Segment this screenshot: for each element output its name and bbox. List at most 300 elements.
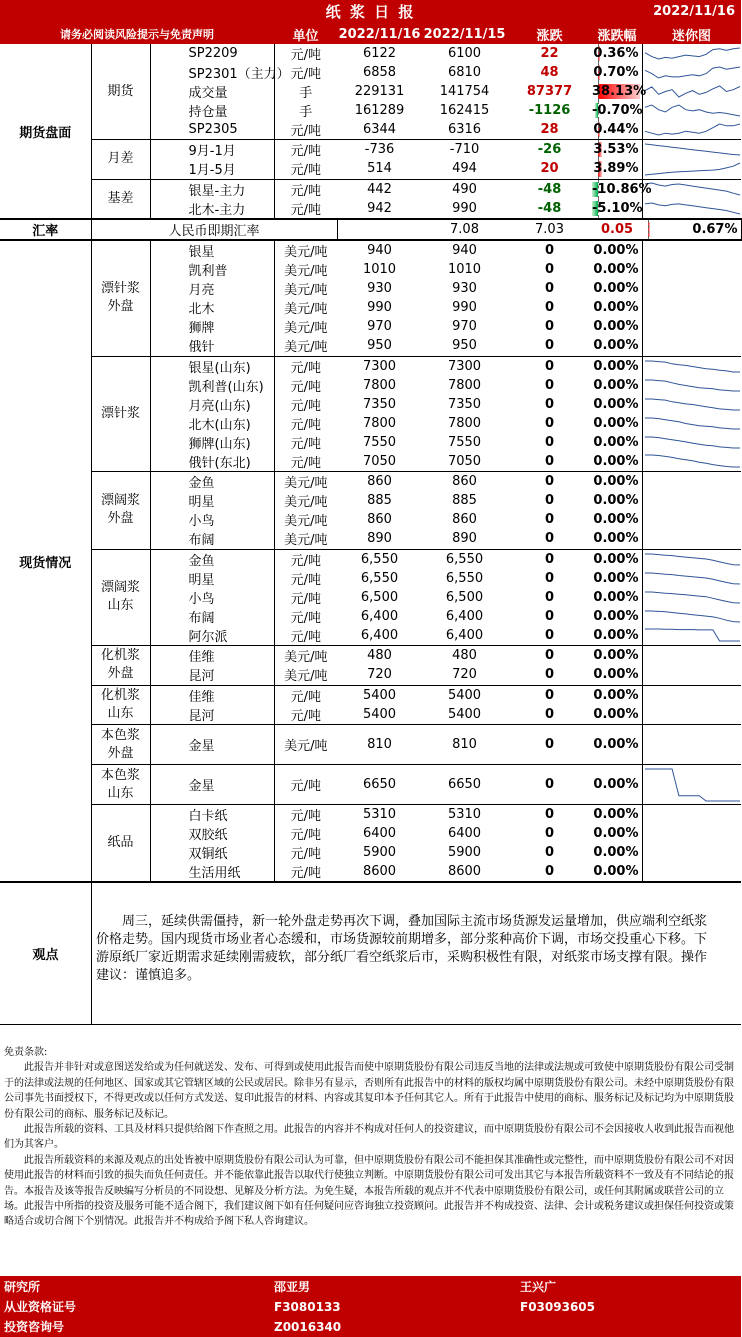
footer [0,1276,741,1337]
change-value: 0 [507,862,592,882]
table-row [0,140,741,160]
sparkline-cell [642,626,741,646]
sparkline-cell [642,765,741,805]
pct-value: 0.00% [593,453,639,469]
pct-value: 0.00% [593,493,639,508]
sparkline-svg [643,844,742,861]
sparkline-line [645,592,740,603]
sparkline-cell [642,607,741,626]
pct-change-cell [592,199,642,219]
value-date2: 720 [422,665,507,685]
disclaimer-paragraph: 此报告所载的资料、工具及材料只提供给阁下作查照之用。此报告的内容并不构成对任何人的投资建议，而中原期货股份有限公司不会因接收人收到此报告而视他们为其客户。 [4,1124,734,1151]
pct-change-cell [592,120,642,140]
value-date1: 442 [367,181,392,197]
sparkline-cell [642,529,741,549]
value-date1: 6858 [362,65,397,80]
sparkline-cell [642,376,741,395]
sparkline-svg [643,242,742,259]
data-table [0,24,741,883]
unit-cell: 元/吨 [290,689,321,705]
group-pk_wp: 漂阔浆外盘 [91,472,150,550]
section-fx: 汇率 [0,219,91,240]
sparkline-line [645,399,740,410]
section-futures: 期货盘面 [0,44,91,219]
value-date1: 860 [367,474,392,489]
item-name: 凯利普(山东) [150,376,274,395]
sparkline-cell [642,336,741,356]
sparkline-cell [642,665,741,685]
change-value: 22 [540,46,559,61]
sparkline-svg [643,806,742,823]
sparkline-svg [643,121,742,138]
change-value: 0 [544,845,555,860]
item-name: 人民币即期汇率 [91,219,337,240]
value-date2: 810 [422,725,507,765]
change-value: 0 [507,626,592,646]
sparkline-cell [642,805,741,825]
value-date1: 6,550 [360,551,399,567]
pct-change-cell [592,685,642,705]
sparkline-line [645,611,740,622]
unit-cell: 美元/吨 [274,336,337,356]
unit-cell: 元/吨 [274,159,337,179]
sparkline-cell [642,63,741,82]
sparkline-svg [643,726,742,764]
value-date2: 6100 [447,46,482,61]
sparkline-line [645,455,740,467]
value-date1: 1010 [362,262,397,277]
pct-change-cell [592,725,642,765]
value-date1: 720 [337,665,422,685]
unit-cell: 元/吨 [290,610,321,626]
pct-value: -0.70% [592,103,643,118]
pct-change-cell [592,298,642,317]
value-date2: 490 [452,181,477,197]
table-row [0,725,741,765]
item-name: 9月-1月 [150,140,274,160]
pct-value: 0.00% [593,667,639,683]
value-date2: 141754 [439,84,490,99]
value-date2: 6650 [422,765,507,805]
pct-change-cell [592,433,642,452]
pct-value: 0.00% [593,807,639,822]
sparkline-svg [643,45,742,62]
unit-cell: 元/吨 [290,398,321,414]
change-value: 0 [544,570,555,586]
sparkline-cell [642,549,741,569]
unit-cell: 元/吨 [290,436,321,452]
sparkline-line [645,554,740,565]
value-date2: 7350 [447,396,482,412]
item-name: SP2305 [150,120,274,140]
value-date1: 6,400 [360,608,399,624]
value-date1: 970 [367,319,392,334]
table-row [0,765,741,805]
change-value: 0 [544,281,555,296]
pct-change-cell [592,44,642,63]
col-change-header: 涨跌 [507,24,592,44]
pct-change-cell [592,395,642,414]
value-date1: 7550 [362,434,397,450]
unit-cell: 元/吨 [274,120,337,140]
value-date1: 229131 [354,84,405,99]
sparkline-svg [643,825,742,842]
analyst2-name: 王兴广 [520,1280,557,1294]
pct-value: 0.00% [593,415,639,431]
pct-value: 0.00% [593,864,639,880]
value-date2: 480 [452,648,477,663]
analyst1-name: 邵亚男 [274,1280,311,1294]
sparkline-svg [643,261,742,278]
disclaimer [4,1045,737,1230]
sparkline-svg [643,705,742,723]
unit-cell: 美元/吨 [284,302,328,317]
unit-cell: 元/吨 [290,809,321,824]
value-date2: 7300 [447,358,482,374]
group-jicha: 基差 [91,179,150,219]
sparkline-svg [643,83,742,100]
value-date2: 6,550 [445,570,484,586]
value-date1: 7050 [337,452,422,472]
sparkline-svg [643,766,742,804]
change-value: 0 [507,765,592,805]
item-name: 凯利普 [150,260,274,279]
table-row [0,44,741,63]
pct-value: 0.00% [593,377,639,393]
table-row [0,240,741,260]
unit-cell: 美元/吨 [284,495,328,510]
value-date1: 8600 [337,862,422,882]
sparkline-svg [643,415,742,432]
change-value: 0 [507,452,592,472]
unit-cell: 美元/吨 [284,476,328,491]
sparkline-svg [643,863,742,881]
unit-cell: 元/吨 [274,452,337,472]
pct-value: 0.44% [593,122,639,137]
change-value: 0 [507,240,592,260]
value-date1: 950 [337,336,422,356]
change-value: 0 [544,512,555,527]
title-bar [0,0,741,24]
change-value: 0 [544,687,555,703]
unit-cell: 美元/吨 [274,725,337,765]
analyst2-cert: F03093605 [520,1300,595,1314]
item-name: 双铜纸 [150,843,274,862]
sparkline-cell [642,120,741,140]
pct-change-cell [592,805,642,825]
col-date1-header: 2022/11/16 [337,24,422,44]
pct-change-cell [592,376,642,395]
item-name: 银星-主力 [150,179,274,199]
sparkline-svg [643,200,742,217]
sparkline-cell [642,317,741,336]
sparkline-svg [643,473,742,490]
item-name: 持仓量 [150,101,274,120]
pct-change-cell [592,626,642,646]
report-title: 纸 浆 日 报 [325,3,416,21]
change-value: 28 [507,120,592,140]
sparkline-cell [642,179,741,199]
change-value: -48 [537,181,562,197]
sparkline-line [645,629,740,641]
value-date1: 5400 [337,705,422,725]
unit-cell: 手 [299,86,313,101]
pct-change-cell [592,260,642,279]
pct-change-cell [592,356,642,376]
group-zp: 纸品 [91,805,150,883]
item-name: 金鱼 [150,472,274,492]
unit-cell: 元/吨 [274,765,337,805]
pct-change-cell [592,279,642,298]
sparkline-cell [642,140,741,160]
pct-value: 0.00% [593,281,639,296]
disclaimer-paragraph: 此报告所载资料的来源及观点的出处皆被中原期货股份有限公司认为可靠，但中原期货股份有限公司不能担保其准确性或完整性，而中原期货股份有限公司不对因使用此报告的材料而引致的损失而负任何责任。并不能依靠此报告以取代行使独立判断。中原期货股份有限公司可发出其它与本报告所载资料不一致及有不同结论的报告。本报告及该等报告反映编写分析员的不同设想、见解及分析方法。为免生疑，本报告所载的观点并不代表中原期货股份有限公司，或任何其附属或联营公司的立场。此报告中所指的投资及服务可能不适合阁下，我们建议阁下如有任何疑问应咨询独立投资顾问。此报告并不构成投资、法律、会计或税务建议或担保任何投资或策略适合或切合阁下个别情况。此报告并不构成给予阁下私人咨询建议。 [4,1154,734,1228]
pct-change-cell [592,179,652,199]
value-date2: 6400 [447,826,482,841]
pct-value: 0.00% [593,608,639,624]
item-name: 昆河 [150,665,274,685]
item-name: 昆河 [150,705,274,725]
sparkline-line [645,183,740,195]
sparkline-svg [643,687,742,704]
table-row [0,685,741,705]
pct-change-cell [592,452,642,472]
value-date1: 7300 [362,358,397,374]
pct-change-cell [592,63,642,82]
value-date1: 942 [337,199,422,219]
col-unit-header: 单位 [274,24,337,44]
item-name: 银星 [150,240,274,260]
value-date1: 5400 [362,687,397,703]
pct-change-cell [592,414,642,433]
unit-cell: 元/吨 [274,626,337,646]
pct-value: 0.00% [593,319,639,334]
change-value: -26 [537,142,562,157]
sparkline-svg [643,452,742,470]
change-value: -48 [507,199,592,219]
value-date2: 5310 [447,807,482,822]
value-date1: 6,400 [337,626,422,646]
unit-cell: 元/吨 [290,379,321,395]
value-date1: 940 [337,240,422,260]
pct-change-cell [642,219,741,240]
risk-notice-link[interactable]: 请务必阅读风险提示与免责声明 [0,24,274,44]
item-name: 布阔 [150,529,274,549]
value-date2: 8600 [422,862,507,882]
sparkline-cell [642,510,741,529]
value-date1: 161289 [354,103,405,118]
value-date2: 7.03 [507,219,592,240]
sparkline-cell [642,705,741,725]
sparkline-cell [642,588,741,607]
change-value: 87377 [526,84,573,99]
sparkline-svg [643,180,742,198]
change-value: 0 [507,529,592,549]
item-name: 佳维 [150,685,274,705]
sparkline-svg [643,647,742,664]
pct-change-cell [592,159,642,179]
footer-label-institute: 研究所 [4,1280,41,1294]
pct-value: 0.00% [593,826,639,841]
unit-cell: 元/吨 [290,847,321,862]
value-date2: 885 [452,493,477,508]
sparkline-cell [642,82,741,101]
pct-change-cell [592,240,642,260]
change-value: 0 [544,648,555,663]
col-chart-header: 迷你图 [642,24,741,44]
pct-axis [648,220,649,239]
value-date1: 7.08 [422,219,507,240]
sparkline-line [645,124,740,135]
table-row [0,805,741,825]
sparkline-svg [643,396,742,413]
sparkline-cell [642,472,741,492]
item-name: 月亮(山东) [150,395,274,414]
value-date2: 7800 [447,377,482,393]
value-date2: 860 [452,512,477,527]
pct-change-cell [592,510,642,529]
disclaimer-paragraph: 此报告并非针对或意图送发给或为任何就送发、发布、可得到或使用此报告而使中原期货股份有限公司违反当地的法律或法规或可致使中原期货股份有限公司受制于的法律或法规的任何地区、国家或其它管辖区域的公民或居民。除非另有显示，否则所有此报告中的材料的版权均属中原期货股份有限公司。未经中原期货股份有限公司事先书面授权下，不得更改或以任何方式发送、复印此报告的材料、内容或其复印本予任何其它人。所有于此报告中使用的商标、服务标记及标记均为中原期货股份有限公司的商标、服务标记及标记。 [4,1062,734,1120]
value-date1: 7800 [362,415,397,431]
change-value: 0 [507,336,592,356]
value-date1: 6,550 [360,570,399,586]
opinion-text: 周三，延续供需僵持，新一轮外盘走势再次下调，叠加国际主流市场货源发运量增加，供应端利空纸浆价格走势。国内现货市场业者心态缓和，市场货源较前期增多，部分浆种高价下调，市场交投重心下移。下游原纸厂家近期需求延续刚需疲软，部分纸厂看空纸浆后市，采购积极性有限，对纸浆市场支撑有限。操作建议：谨慎追多。 [96,914,708,983]
sparkline-svg [643,551,742,568]
col-date2-header: 2022/11/15 [422,24,507,44]
section-spot: 现货情况 [0,240,91,882]
group-pj: 漂针浆 [91,356,150,472]
change-value: 0 [544,319,555,334]
change-value: 0 [544,434,555,450]
sparkline-cell [642,159,741,179]
pct-value: 0.00% [593,627,639,643]
item-name: 小鸟 [150,588,274,607]
pct-change-cell [592,569,642,588]
value-date1: 5900 [362,845,397,860]
item-name: 狮牌 [150,317,274,336]
value-date2: 930 [452,281,477,296]
change-value: 48 [540,65,559,80]
sparkline-svg [643,160,742,178]
value-date1: 6344 [337,120,422,140]
item-name: 白卡纸 [150,805,274,825]
pct-value: -10.86% [592,181,652,197]
value-date2: 6,400 [445,608,484,624]
value-date2: 990 [452,300,477,315]
group-qihuo: 期货 [91,44,150,140]
sparkline-cell [642,843,741,862]
sparkline-line [645,573,740,584]
report-date: 2022/11/16 [653,4,735,19]
sparkline-line [645,437,740,448]
sparkline-svg [643,358,742,375]
item-name: 北木(山东) [150,414,274,433]
value-date2: 494 [422,159,507,179]
pct-value: 0.00% [593,396,639,412]
pct-value: 0.00% [593,512,639,527]
pct-change-cell [592,765,642,805]
pct-value: 0.70% [593,65,639,80]
value-date1: 860 [367,512,392,527]
group-bs_sd: 本色浆山东 [91,765,150,805]
sparkline-svg [643,530,742,548]
value-date1: 7800 [362,377,397,393]
sparkline-line [645,163,740,175]
change-value: 20 [507,159,592,179]
sparkline-svg [643,511,742,528]
item-name: 金鱼 [150,549,274,569]
sparkline-cell [642,452,741,472]
value-date2: 990 [422,199,507,219]
footer-label-invest: 投资咨询号 [4,1320,65,1334]
opinion-section [0,881,741,1025]
sparkline-line [645,144,740,155]
value-date2: 6810 [447,65,482,80]
sparkline-line [645,380,740,391]
sparkline-svg [643,666,742,684]
change-value: 0 [544,474,555,489]
change-value: 0 [544,589,555,605]
unit-cell: 元/吨 [290,591,321,607]
sparkline-cell [642,101,741,120]
footer-label-cert: 从业资格证号 [4,1300,77,1314]
unit-cell: 美元/吨 [284,283,328,298]
value-date1: 5310 [362,807,397,822]
item-name: 俄针 [150,336,274,356]
value-date1: 6650 [337,765,422,805]
item-name: 银星(山东) [150,356,274,376]
value-date1: 890 [337,529,422,549]
sparkline-cell [642,279,741,298]
sparkline-svg [643,280,742,297]
pct-value: 0.00% [593,570,639,586]
value-date1: 885 [367,493,392,508]
value-date1: 810 [337,725,422,765]
pct-change-cell [592,588,642,607]
sparkline-svg [643,377,742,394]
sparkline-svg [643,299,742,316]
sparkline-cell [642,414,741,433]
sparkline-cell [642,862,741,882]
unit-cell: 元/吨 [274,862,337,882]
item-name: 月亮 [150,279,274,298]
change-value: 0 [544,551,555,567]
sparkline-cell [642,824,741,843]
unit-cell: 美元/吨 [274,529,337,549]
pct-value: 0.36% [593,46,639,61]
unit-cell: 元/吨 [290,48,321,63]
sparkline-line [645,105,740,116]
pct-value: 0.00% [593,474,639,489]
value-date2: 890 [422,529,507,549]
value-date1: 514 [337,159,422,179]
change-value: 0 [544,415,555,431]
pct-change-cell [592,491,642,510]
pct-value: 0.00% [593,338,639,354]
unit-cell: 元/吨 [290,553,321,569]
item-name: 阿尔派 [150,626,274,646]
pct-value: 0.00% [593,434,639,450]
item-name: SP2301（主力） [150,63,274,82]
unit-cell: 元/吨 [274,705,337,725]
pct-change-cell [592,646,642,666]
value-date2: -710 [449,142,480,157]
pct-value: 0.00% [593,531,639,547]
sparkline-svg [643,608,742,625]
item-name: 布阔 [150,607,274,626]
pct-value: 0.00% [593,706,639,722]
analyst1-invest: Z0016340 [274,1320,342,1334]
